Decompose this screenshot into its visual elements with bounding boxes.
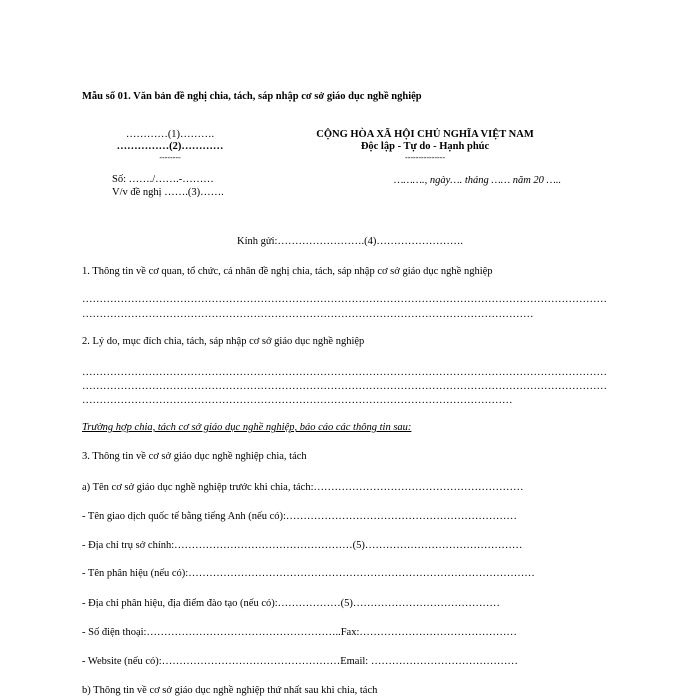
list-item: - Địa chỉ trụ sở chính:……………………………………………(5)……………………………………… <box>82 540 523 551</box>
list-item: - Số điện thoại:………………………………………………..Fax:……………………………………… <box>82 627 517 638</box>
section-3-heading: 3. Thông tin về cơ sở giáo dục nghề nghiệp chia, tách <box>82 451 307 462</box>
fill-line: …………………………………………………………………………………………………………………………………… <box>82 367 607 378</box>
recipient-line: Kính gửi:…………………….(4)……………………. <box>237 236 463 247</box>
list-item: a) Tên cơ sở giáo dục nghề nghiệp trước khi chia, tách:…………………………………………………… <box>82 482 524 493</box>
list-item: - Tên phân hiệu (nếu có):……………………………………………………………………………………… <box>82 568 535 579</box>
header-right-rule: --------------- <box>405 153 445 162</box>
agency-line-2: ……………(2)………… <box>116 141 224 152</box>
list-item: - Địa chỉ phân hiệu, địa điểm đào tạo (nếu có):………………(5)…………………………………… <box>82 598 500 609</box>
list-item: - Tên giao dịch quốc tế bằng tiếng Anh (nếu có):………………………………………………………… <box>82 511 517 522</box>
header-left-rule: -------- <box>159 153 181 162</box>
form-title: Mẫu số 01. Văn bản đề nghị chia, tách, sáp nhập cơ sở giáo dục nghề nghiệp <box>82 91 422 102</box>
country-name: CỘNG HÒA XÃ HỘI CHỦ NGHĨA VIỆT NAM <box>316 129 534 140</box>
place-date: ………., ngày…. tháng …… năm 20 ….. <box>394 175 562 186</box>
document-subject: V/v đề nghị …….(3)……. <box>112 187 224 198</box>
section-2-heading: 2. Lý do, mục đích chia, tách, sáp nhập cơ sở giáo dục nghề nghiệp <box>82 336 365 347</box>
fill-line: ………………………………………………………………………………………………………………… <box>82 309 534 320</box>
list-item: - Website (nếu có):……………………………………………Email: …………………………………… <box>82 656 518 667</box>
case-note: Trường hợp chia, tách cơ sở giáo dục nghề nghiệp, báo cáo các thông tin sau: <box>82 422 412 433</box>
fill-line: …………………………………………………………………………………………………………………………………… <box>82 294 607 305</box>
national-motto: Độc lập - Tự do - Hạnh phúc <box>360 141 490 152</box>
agency-line-1: …………(1)………. <box>125 129 215 140</box>
fill-line: …………………………………………………………………………………………………………………………………… <box>82 381 607 392</box>
document-number: Số: ……./…….-……… <box>112 174 214 185</box>
fill-line: …………………………………………………………………………………………………………… <box>82 395 513 406</box>
list-item: b) Thông tin về cơ sở giáo dục nghề nghiệp thứ nhất sau khi chia, tách <box>82 685 378 696</box>
section-1-heading: 1. Thông tin về cơ quan, tổ chức, cá nhân đề nghị chia, tách, sáp nhập cơ sở giáo dục nghề nghiệp <box>82 266 493 277</box>
